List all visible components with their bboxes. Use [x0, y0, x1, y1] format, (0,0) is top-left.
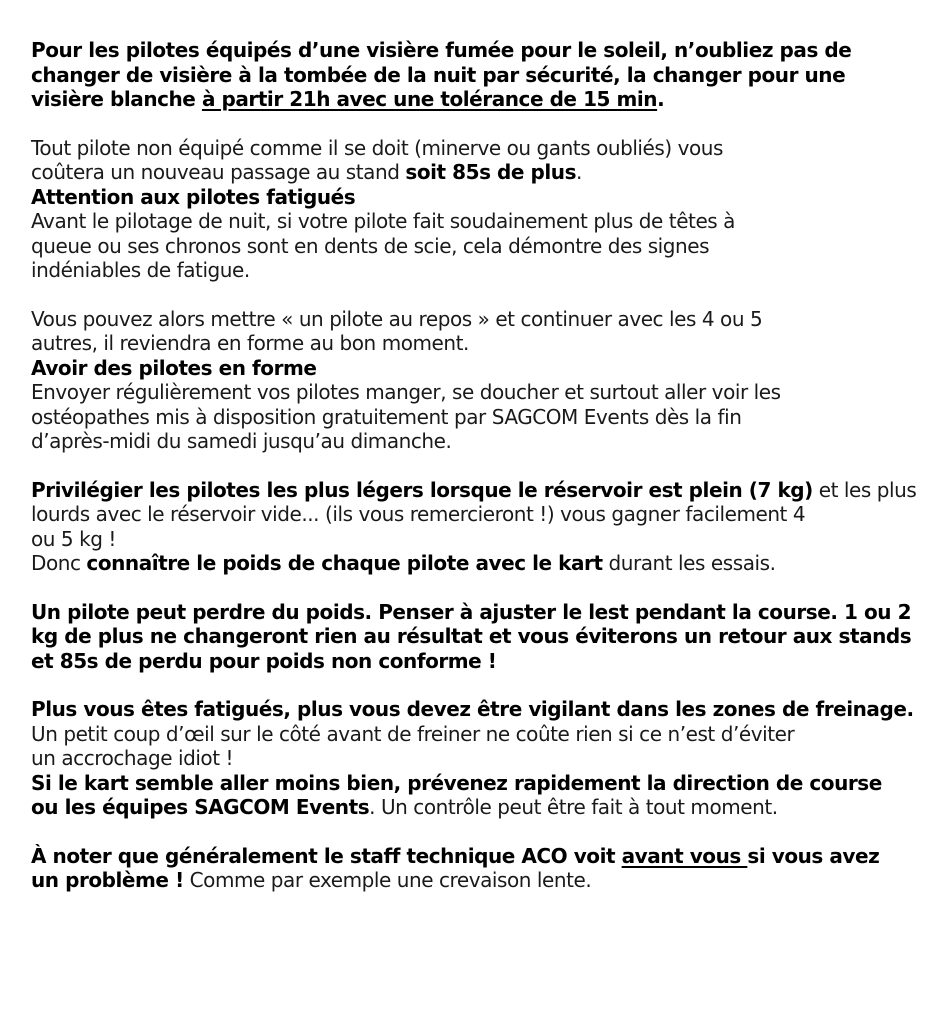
text-line: kg de plus ne changeront rien au résultat et vous éviterons un retour aux stands: [31, 624, 912, 648]
text-segment: . Un contrôle peut être fait à tout moment.: [369, 795, 778, 819]
section-heading-fit-drivers: Avoir des pilotes en forme: [31, 355, 317, 380]
bold-text: connaître le poids de chaque pilote avec le kart: [86, 551, 603, 575]
text-segment: Comme par exemple une crevaison lente.: [183, 868, 592, 892]
text-line: et 85s de perdu pour poids non conforme !: [31, 648, 497, 673]
paragraph-visor: [31, 38, 921, 112]
text-line: Pour les pilotes équipés d’une visière fumée pour le soleil, n’oubliez pas de: [31, 38, 852, 62]
text-line: un accrochage idiot !: [31, 746, 234, 770]
text-line: [31, 795, 921, 820]
paragraph-weight: [31, 478, 921, 576]
text-segment: durant les essais.: [602, 551, 776, 575]
text-line: changer de visière à la tombée de la nuit par sécurité, la changer pour une: [31, 62, 846, 87]
paragraph-ballast: [31, 600, 921, 674]
text-line: ou 5 kg !: [31, 526, 116, 551]
underlined-text: à partir 21h avec une tolérance de 15 min: [201, 87, 658, 111]
bold-text: soit 85s de plus: [405, 160, 577, 184]
bold-text: un problème !: [31, 868, 184, 892]
text-segment: et les plus: [812, 477, 917, 502]
bold-text: ou les équipes SAGCOM Events: [31, 795, 370, 819]
text-line: d’après-midi du samedi jusqu’au dimanche.: [31, 429, 452, 453]
paragraph-braking: [31, 697, 921, 820]
text-line: Tout pilote non équipé comme il se doit (minerve ou gants oubliés) vous: [31, 135, 723, 160]
text-line: [31, 551, 921, 576]
bold-text: Privilégier les pilotes les plus légers lorsque le réservoir est plein (7 kg): [31, 477, 813, 502]
text-line: [31, 87, 921, 112]
document-page: [31, 38, 921, 917]
text-line: Si le kart semble aller moins bien, prévenez rapidement la direction de course: [31, 770, 882, 795]
underlined-text: avant vous: [621, 843, 748, 868]
text-line: [31, 478, 921, 503]
text-segment: si vous avez: [747, 843, 880, 868]
text-segment: coûtera un nouveau passage au stand: [31, 160, 406, 184]
text-segment: visière blanche: [31, 87, 202, 111]
text-line: Avant le pilotage de nuit, si votre pilote fait soudainement plus de têtes à: [31, 209, 735, 233]
text-segment: .: [576, 160, 582, 184]
section-heading-tired-drivers: Attention aux pilotes fatigués: [31, 184, 356, 209]
text-line: Vous pouvez alors mettre « un pilote au repos » et continuer avec les 4 ou 5: [31, 306, 763, 331]
text-line: Plus vous êtes fatigués, plus vous devez être vigilant dans les zones de freinage.: [31, 697, 914, 721]
text-segment: .: [657, 87, 665, 111]
text-line: ostéopathes mis à disposition gratuitement par SAGCOM Events dès la fin: [31, 404, 742, 429]
text-line: Un pilote peut perdre du poids. Penser à ajuster le lest pendant la course. 1 ou 2: [31, 599, 912, 624]
text-line: [31, 844, 921, 869]
paragraph-rest: [31, 307, 921, 454]
text-line: lourds avec le réservoir vide... (ils vous remercieront !) vous gagner facilement 4: [31, 502, 806, 526]
text-line: Envoyer régulièrement vos pilotes manger, se doucher et surtout aller voir les: [31, 380, 781, 404]
text-line: Un petit coup d’œil sur le côté avant de freiner ne coûte rien si ce n’est d’éviter: [31, 721, 795, 746]
text-segment: Donc: [31, 551, 87, 575]
text-segment: À noter que généralement le staff technique ACO voit: [31, 843, 622, 868]
paragraph-equipment: [31, 136, 921, 283]
text-line: autres, il reviendra en forme au bon moment.: [31, 331, 469, 355]
text-line: queue ou ses chronos sont en dents de scie, cela démontre des signes: [31, 233, 710, 258]
text-line: [31, 160, 921, 185]
text-line: [31, 868, 921, 893]
paragraph-aco-staff: [31, 844, 921, 893]
text-line: indéniables de fatigue.: [31, 258, 250, 282]
